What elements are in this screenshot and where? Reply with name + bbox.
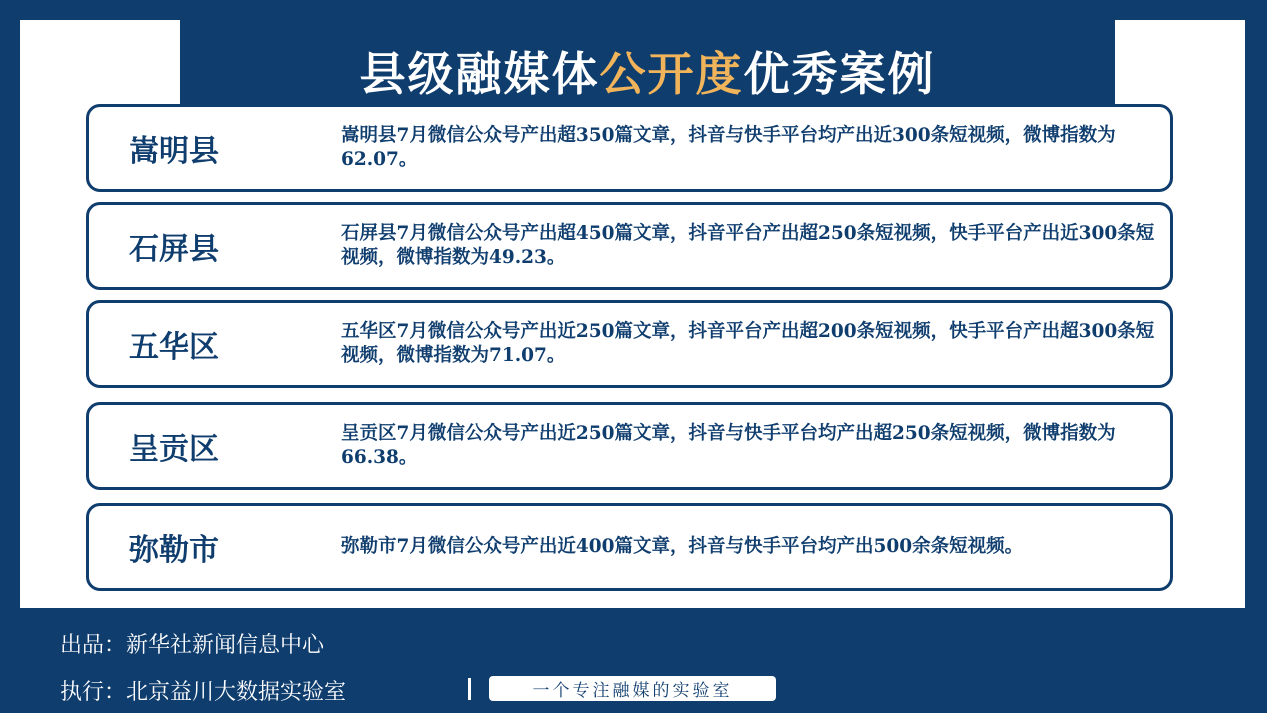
producer-credit: 出品：新华社新闻信息中心 <box>60 633 325 658</box>
title-part-2: 优秀案例 <box>743 47 936 101</box>
case-name: 五华区 <box>129 330 219 365</box>
page-title <box>360 38 936 104</box>
case-card-chenggong <box>86 402 1173 490</box>
title-highlight: 公开度 <box>599 47 744 101</box>
case-description: 弥勒市7月微信公众号产出近400篇文章，抖音与快手平台均产出500余条短视频。 <box>341 535 1024 557</box>
case-name: 呈贡区 <box>129 432 219 467</box>
case-description: 石屏县7月微信公众号产出超450篇文章，抖音平台产出超250条短视频，快手平台产出近300条短视频，微博指数为49.23。 <box>341 222 1155 268</box>
executor-credit: 执行：北京益川大数据实验室 <box>60 680 347 705</box>
case-card-songming <box>86 104 1173 192</box>
case-card-shiping <box>86 202 1173 290</box>
case-description: 呈贡区7月微信公众号产出近250篇文章，抖音与快手平台均产出超250条短视频，微博指数为66.38。 <box>341 422 1116 468</box>
case-name: 弥勒市 <box>129 533 219 568</box>
case-description: 五华区7月微信公众号产出近250篇文章，抖音平台产出超200条短视频，快手平台产出超300条短视频，微博指数为71.07。 <box>341 320 1155 366</box>
case-name: 嵩明县 <box>129 134 219 169</box>
case-description: 嵩明县7月微信公众号产出超350篇文章，抖音与快手平台均产出近300条短视频，微博指数为62.07。 <box>341 124 1116 170</box>
case-card-mile <box>86 503 1173 591</box>
divider <box>468 678 471 700</box>
title-part-1: 县级融媒体 <box>359 47 600 101</box>
case-card-wuhua <box>86 300 1173 388</box>
slogan-badge: 一个专注融媒的实验室 <box>489 676 776 701</box>
footer <box>0 608 1267 713</box>
case-name: 石屏县 <box>129 232 219 267</box>
